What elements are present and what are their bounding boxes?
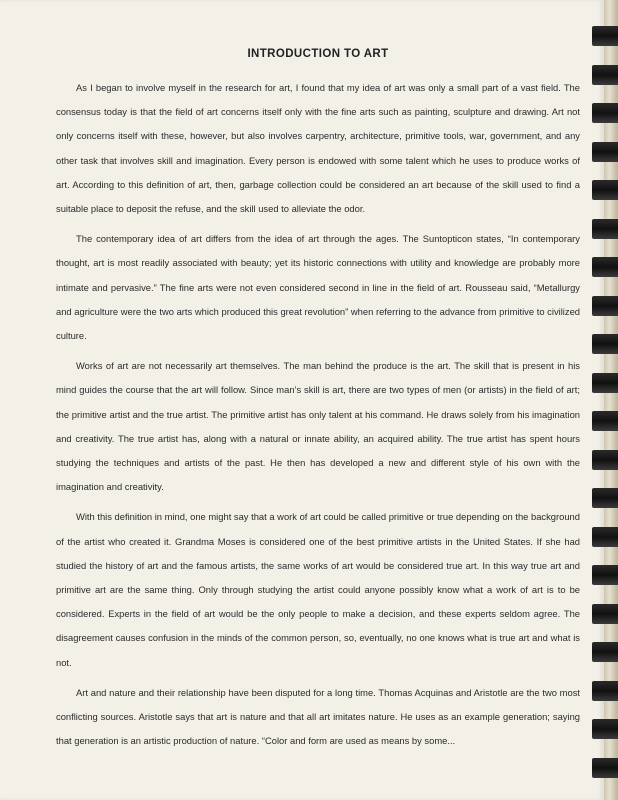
paragraph-5: Art and nature and their relationship have been disputed for a long time. Thomas Acquinas and Aristotle are the two most conflicting sources. Aristotle says that art is nature and that all art imitates nature. He uses as an example generation; saying that generation is an artistic production of nature. “Color and form are used as means by some... [56, 686, 580, 747]
binding-ring [592, 103, 618, 123]
binding-ring [592, 642, 618, 662]
binding-ring [592, 180, 618, 200]
binding-ring [592, 296, 618, 316]
paragraph-4: With this definition in mind, one might say that a work of art could be called primitive or true depending on the background of the artist who created it. Grandma Moses is considered one of the best primitive artists in the United States. If she had studied the history of art and the famous artists, the same works of art would be considered true art. In this way true art and primitive art are the same thing. Only through studying the artist could anyone possibly know what a work of art is to be considered. Experts in the field of art would be the only people to make a decision, and these experts seldom agree. The disagreement causes confusion in the minds of the common person, so, eventually, no one knows what is true art and what is not. [56, 511, 580, 668]
binding-ring [592, 527, 618, 547]
binding-ring [592, 142, 618, 162]
binding-ring [592, 65, 618, 85]
binding-ring [592, 719, 618, 739]
spiral-binding [592, 26, 618, 786]
binding-ring [592, 411, 618, 431]
binding-ring [592, 565, 618, 585]
binding-ring [592, 26, 618, 46]
paragraph-1: As I began to involve myself in the research for art, I found that my idea of art was only a small part of a vast field. The consensus today is that the field of art concerns itself only with the fine arts such as painting, sculpture and drawing. Art not only concerns itself with these, however, but also involves carpentry, architecture, primitive tools, war, government, and any other task that involves skill and imagination. Every person is endowed with some talent which he uses to produce works of art. According to this definition of art, then, garbage collection could be considered an art because of the skill used to find a suitable place to deposit the refuse, and the skill used to alleviate the odor. [56, 82, 580, 215]
binding-ring [592, 488, 618, 508]
paragraph-3: Works of art are not necessarily art themselves. The man behind the produce is the art. The skill that is present in his mind guides the course that the art will follow. Since man’s skill is art, there are two types of men (or artists) in the field of art; the primitive artist and the true artist. The primitive artist has only talent at his command. He draws solely from his imagination and creativity. The true artist has, along with a natural or innate ability, an acquired ability. The true artist has spent hours studying the techniques and artists of the past. He then has developed a new and different style of his own with the imagination and creativity. [56, 360, 580, 493]
binding-ring [592, 604, 618, 624]
page-title: INTRODUCTION TO ART [247, 48, 389, 60]
binding-ring [592, 758, 618, 778]
binding-ring [592, 681, 618, 701]
paragraph-2: The contemporary idea of art differs from the idea of art through the ages. The Suntopticon states, “In contemporary thought, art is most readily associated with beauty; yet its historic connections with utility and knowledge are probably more intimate and pervasive.” The fine arts were not even considered second in line in the field of art. Rousseau said, “Metallurgy and agriculture were the two arts which produced this great revolution” when referring to the advance from primitive to civilized culture. [56, 233, 580, 342]
binding-ring [592, 373, 618, 393]
binding-ring [592, 450, 618, 470]
binding-ring [592, 219, 618, 239]
binding-ring [592, 257, 618, 277]
binding-ring [592, 334, 618, 354]
text-block [56, 48, 580, 759]
